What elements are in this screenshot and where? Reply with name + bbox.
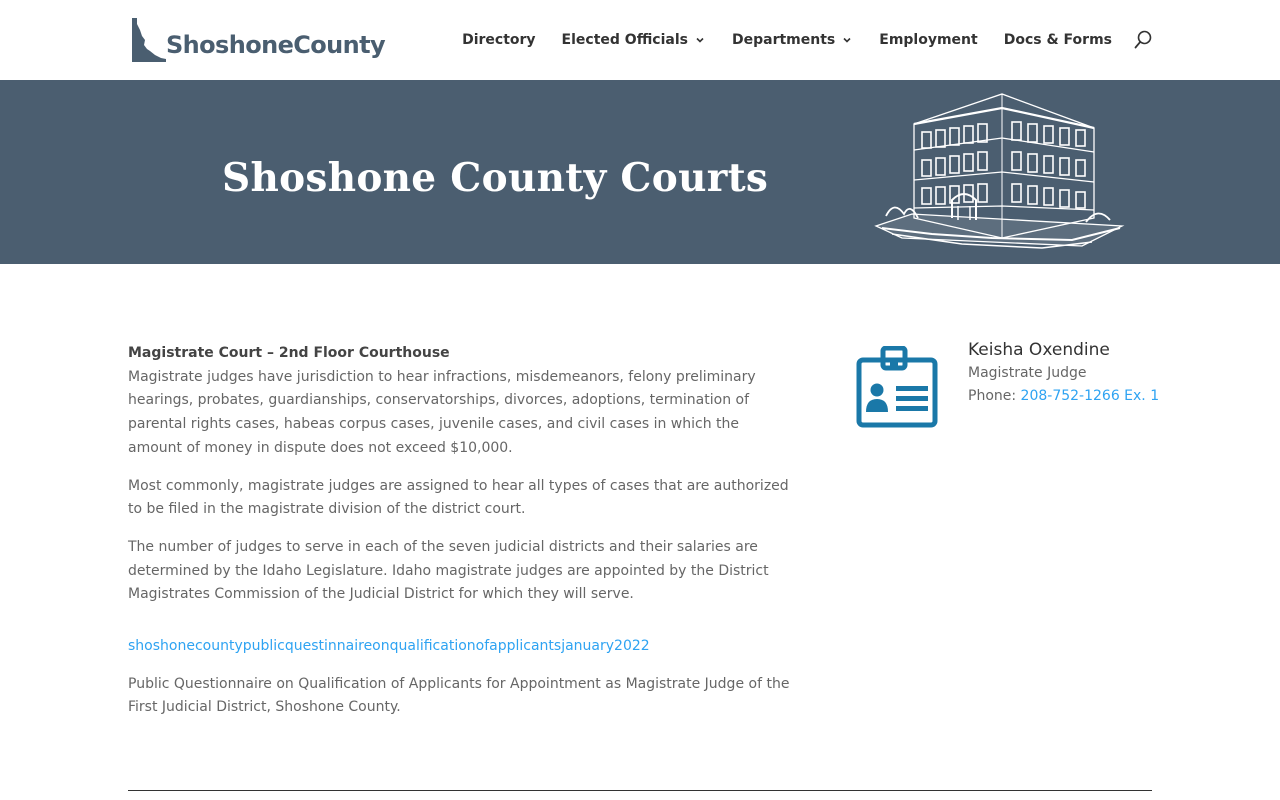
contact-name: Keisha Oxendine	[968, 340, 1110, 360]
questionnaire-link[interactable]: shoshonecountypublicquestinnaireonqualificationofapplicantsjanuary2022	[128, 638, 650, 655]
phone-link[interactable]: 208-752-1266 Ex. 1	[1020, 388, 1160, 404]
nav-docs-forms-label: Docs & Forms	[1003, 32, 1112, 48]
content-divider	[128, 790, 1152, 791]
courthouse-illustration	[872, 88, 1128, 258]
nav-employment[interactable]	[879, 32, 977, 48]
contact-card	[968, 339, 1168, 408]
search-icon[interactable]	[1134, 30, 1152, 50]
contact-role: Magistrate Judge	[968, 365, 1087, 381]
nav-employment-label: Employment	[879, 32, 978, 48]
court-heading: Magistrate Court – 2nd Floor Courthouse	[128, 345, 450, 361]
nav-elected-officials[interactable]	[562, 32, 706, 48]
page-title: Shoshone County Courts	[222, 155, 769, 201]
court-description	[128, 342, 793, 461]
nav-elected-officials-label: Elected Officials	[561, 32, 688, 48]
main-content	[128, 342, 793, 734]
questionnaire-description: Public Questionnaire on Qualification of Applicants for Appointment as Magistrate Judge of the First Judicial District, Shoshone County.	[128, 675, 790, 716]
court-intro: Magistrate judges have jurisdiction to hear infractions, misdemeanors, felony preliminary hearings, probates, guardianships, conservatorships, divorces, adoptions, termination of parental rights cases, habeas corpus cases, juvenile cases, and civil cases in which the amount of money in dispute does not exceed $10,000.	[128, 368, 756, 456]
chevron-down-icon	[841, 34, 853, 46]
chevron-down-icon	[694, 34, 706, 46]
contact-phone	[968, 385, 1168, 408]
logo[interactable]	[131, 18, 385, 62]
paragraph-assignment: Most commonly, magistrate judges are assigned to hear all types of cases that are authorized to be filed in the magistrate division of the district court.	[128, 477, 789, 518]
paragraph-appointment: The number of judges to serve in each of the seven judicial districts and their salaries are determined by the Idaho Legislature. Idaho magistrate judges are appointed by the District Magistrates Commission of the Judicial District for which they will serve.	[128, 538, 769, 603]
nav-directory[interactable]	[462, 32, 535, 48]
id-badge-icon	[856, 346, 938, 428]
idaho-map-icon	[131, 18, 167, 62]
spacer	[128, 621, 793, 635]
phone-label: Phone:	[968, 388, 1021, 404]
nav-departments[interactable]	[732, 32, 853, 48]
nav-departments-label: Departments	[731, 32, 836, 48]
page-banner	[0, 80, 1280, 264]
nav-docs-forms[interactable]	[1004, 32, 1112, 48]
main-nav	[436, 30, 1152, 50]
site-header	[0, 0, 1280, 80]
nav-directory-label: Directory	[462, 32, 536, 48]
logo-text: ShoshoneCounty	[166, 31, 386, 59]
